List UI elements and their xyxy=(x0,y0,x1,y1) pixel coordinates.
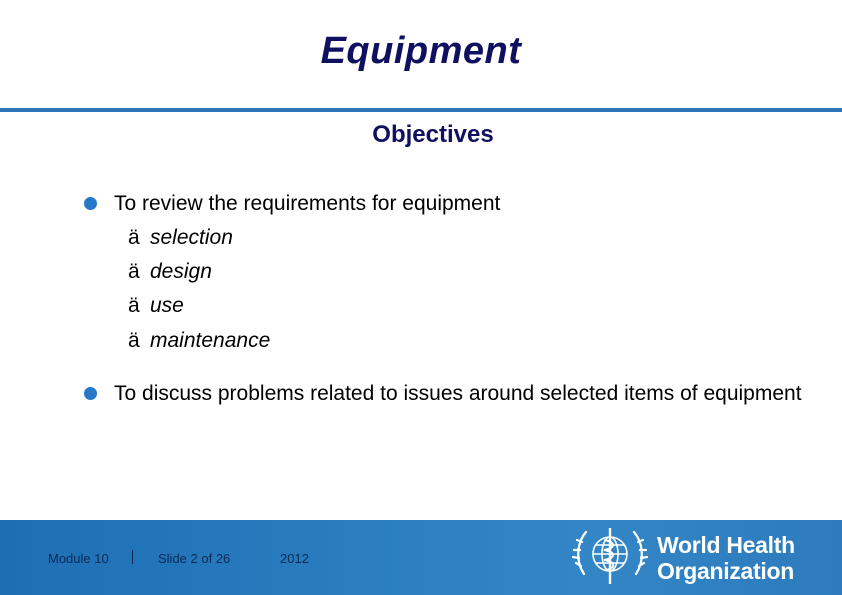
sub-item-selection xyxy=(128,223,233,252)
arrow-bullet-icon: ä xyxy=(128,260,140,283)
who-logo-text xyxy=(657,532,795,584)
sub-item-use xyxy=(128,291,184,320)
slide-subtitle: Objectives xyxy=(372,121,494,148)
arrow-bullet-icon: ä xyxy=(128,294,140,317)
bullet-dot-icon xyxy=(84,387,97,400)
footer-module: Module 10 xyxy=(48,551,109,566)
who-emblem-icon xyxy=(570,522,650,592)
slide-title: Equipment xyxy=(320,30,522,72)
bullet-text: To review the requirements for equipment xyxy=(114,192,501,215)
footer-slide-number: Slide 2 of 26 xyxy=(158,551,231,566)
sub-item-label: design xyxy=(150,260,212,283)
bullet-item-1 xyxy=(84,189,804,218)
sub-item-label: selection xyxy=(150,226,233,249)
footer-year: 2012 xyxy=(280,551,309,566)
sub-item-design xyxy=(128,257,212,286)
arrow-bullet-icon: ä xyxy=(128,329,140,352)
logo-line-2: Organization xyxy=(657,558,794,584)
sub-item-maintenance xyxy=(128,326,270,355)
footer-band xyxy=(0,520,842,595)
logo-line-1: World Health xyxy=(657,532,795,558)
sub-item-label: maintenance xyxy=(150,329,271,352)
bullet-item-2 xyxy=(84,379,804,408)
bullet-dot-icon xyxy=(84,197,97,210)
bullet-text: To discuss problems related to issues around selected items of equipment xyxy=(114,382,802,405)
footer-separator xyxy=(132,550,133,564)
title-divider xyxy=(0,108,842,112)
sub-item-label: use xyxy=(150,294,184,317)
arrow-bullet-icon: ä xyxy=(128,226,140,249)
